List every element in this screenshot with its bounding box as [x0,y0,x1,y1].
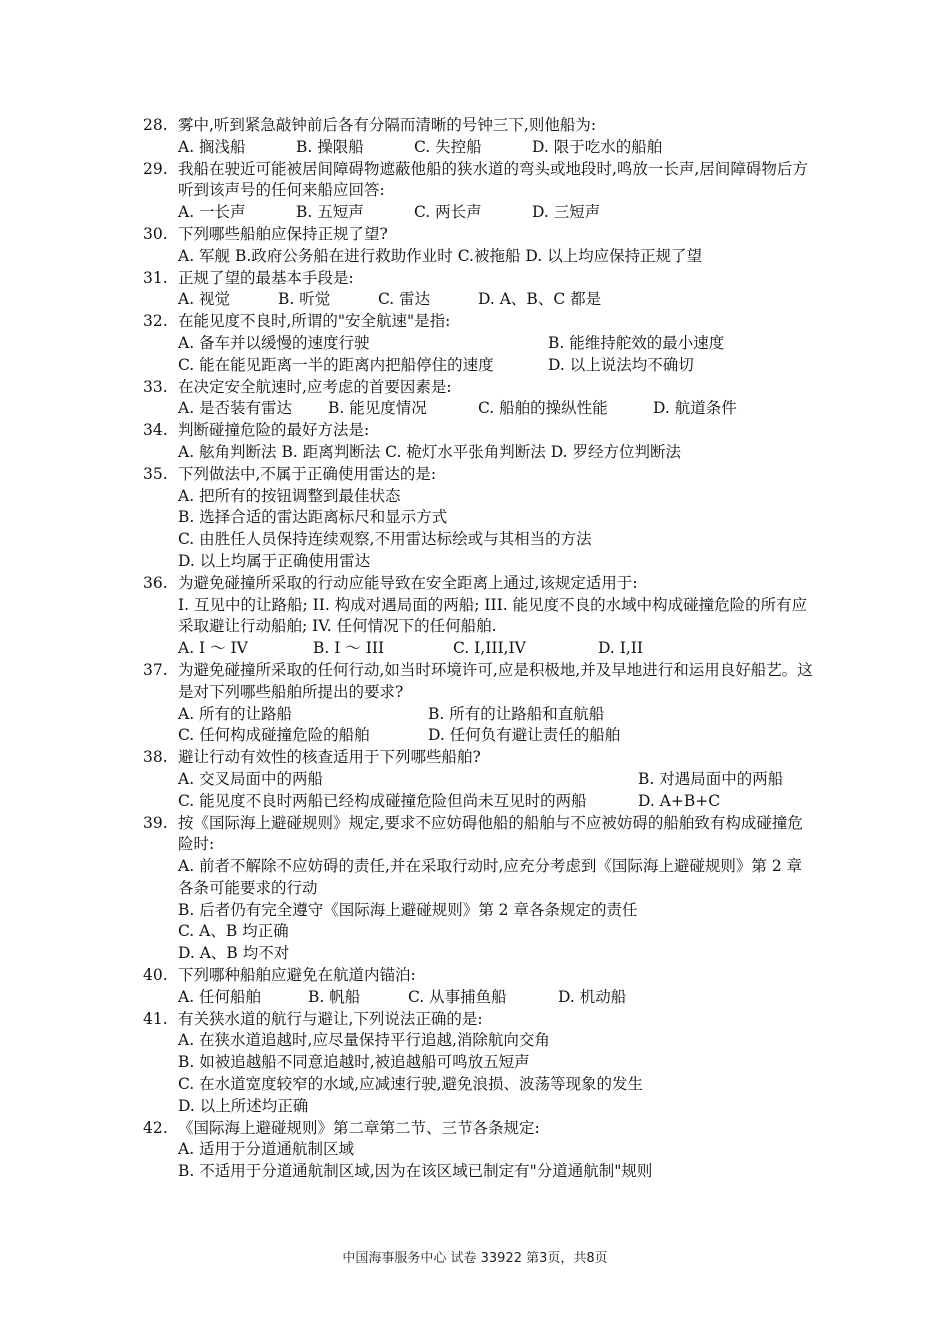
options [143,769,813,813]
option: B. 所有的让路船和直航船 [428,704,605,723]
option-row [178,333,813,355]
question [143,268,813,290]
options [143,704,813,748]
option: D. A、B 均不对 [178,944,290,963]
option: C. 两长声 [414,203,482,222]
question-list [143,115,813,1183]
question-number: 32. [143,312,168,331]
option: C. I,III,IV [453,639,526,658]
question [143,311,813,333]
question-text: 下列做法中,不属于正确使用雷达的是: [178,464,437,483]
question [143,115,813,137]
question-text: 判断碰撞危险的最好方法是: [178,421,370,440]
option: A. I ～ IV [178,639,248,658]
question-text: 在能见度不良时,所谓的"安全航速"是指: [178,312,451,331]
option-row [178,202,813,224]
option-row [178,769,813,791]
option-line: A. 军舰 B.政府公务船在进行救助作业时 C.被拖船 D. 以上均应保持正规了望 [178,246,703,265]
option: A. 适用于分道通航制区域 [178,1140,355,1159]
question [143,464,813,486]
option: B. 五短声 [296,203,364,222]
option: D. 任何负有避让责任的船舶 [428,726,621,745]
option: B. 不适用于分道通航制区域,因为在该区域已制定有"分道通航制"规则 [178,1162,653,1181]
question-text: 下列哪些船舶应保持正规了望? [178,224,388,243]
question-text: 有关狭水道的航行与避让,下列说法正确的是: [178,1009,483,1028]
option: A. 搁浅船 [178,137,246,156]
option-row [178,398,813,420]
option: D. 三短声 [532,203,601,222]
option: C. 在水道宽度较窄的水域,应减速行驶,避免浪损、波荡等现象的发生 [178,1075,644,1094]
question [143,224,813,246]
option-row [178,791,813,813]
option: C. 由胜任人员保持连续观察,不用雷达标绘或与其相当的方法 [178,530,592,549]
option-row [178,725,813,747]
question-number: 33. [143,377,168,396]
option: C. 从事捕鱼船 [408,987,507,1006]
options [143,1139,813,1183]
option: D. A、B、C 都是 [478,290,602,309]
question-text: 正规了望的最基本手段是: [178,268,354,287]
options [143,137,813,159]
option: A. 把所有的按钮调整到最佳状态 [178,486,401,505]
question-text: 雾中,听到紧急敲钟前后各有分隔而清晰的号钟三下,则他船为: [178,116,597,134]
option: C. 能在能见距离一半的距离内把船停住的速度 [178,355,494,374]
options [143,987,813,1009]
option: A. 任何船舶 [178,987,262,1006]
option: B. 能见度情况 [328,399,427,418]
option-row [178,987,813,1009]
question-number: 38. [143,748,168,767]
question [143,747,813,769]
options [143,398,813,420]
question-text: 按《国际海上避碰规则》规定,要求不应妨碍他船的船舶与不应被妨碍的船舶致有构成碰撞危险时: [178,813,803,854]
option: A. 视觉 [178,290,231,309]
question [143,1009,813,1031]
options [143,442,813,464]
question [143,813,813,857]
question-text: 《国际海上避碰规则》第二章第二节、三节各条规定: [178,1118,540,1137]
question-number: 35. [143,464,168,483]
option: A. 交叉局面中的两船 [178,769,324,788]
option: B. 对遇局面中的两船 [638,769,784,788]
option: A. 是否装有雷达 [178,399,293,418]
options [143,1030,813,1117]
question-text: 为避免碰撞所采取的行动应能导致在安全距离上通过,该规定适用于: [178,573,638,592]
question-text: 下列哪种船舶应避免在航道内锚泊: [178,966,416,985]
option: C. 任何构成碰撞危险的船舶 [178,726,370,745]
option-line: I. 互见中的让路船; II. 构成对遇局面的两船; III. 能见度不良的水域中构成碰撞危险的所有应采取避让行动船舶; IV. 任何情况下的任何船舶. [178,595,808,636]
option-row [178,704,813,726]
option: D. 以上所述均正确 [178,1096,309,1115]
option: C. 失控船 [414,137,482,156]
question-number: 34. [143,421,168,440]
options [143,333,813,377]
option: C. 船舶的操纵性能 [478,399,608,418]
option: B. 帆船 [308,987,361,1006]
options [143,595,813,660]
option-line: A. 舷角判断法 B. 距离判断法 C. 桅灯水平张角判断法 D. 罗经方位判断法 [178,442,681,461]
option: A. 在狭水道追越时,应尽量保持平行追越,消除航向交角 [178,1031,550,1050]
question-text: 避让行动有效性的核查适用于下列哪些船舶? [178,748,481,767]
question-number: 40. [143,966,168,985]
option: C. A、B 均正确 [178,922,289,941]
option: A. 所有的让路船 [178,704,293,723]
option: D. A+B+C [638,791,721,810]
option: A. 一长声 [178,203,246,222]
option: B. I ～ III [313,639,385,658]
option: D. 限于吃水的船舶 [532,137,663,156]
option: C. 能见度不良时两船已经构成碰撞危险但尚未互见时的两船 [178,791,587,810]
question-number: 31. [143,268,168,287]
question [143,1118,813,1140]
option: B. 选择合适的雷达距离标尺和显示方式 [178,508,448,527]
question-number: 28. [143,116,168,134]
options [143,202,813,224]
question-number: 37. [143,660,168,679]
options [143,856,813,965]
option: B. 听觉 [278,290,331,309]
question-text: 我船在驶近可能被居间障碍物遮蔽他船的狭水道的弯头或地段时,鸣放一长声,居间障碍物后方听到该声号的任何来船应回答: [178,159,808,200]
question-number: 42. [143,1118,168,1137]
question-number: 39. [143,813,168,832]
option: A. 前者不解除不应妨碍的责任,并在采取行动时,应充分考虑到《国际海上避碰规则》第 2 章各条可能要求的行动 [178,857,803,897]
option-row [178,355,813,377]
option: D. 机动船 [558,987,627,1006]
question [143,965,813,987]
option-row [178,638,813,660]
question [143,660,813,704]
option-row [178,289,813,311]
question-number: 36. [143,573,168,592]
option: B. 如被追越船不同意追越时,被追越船可鸣放五短声 [178,1053,530,1072]
question [143,573,813,595]
option: B. 操限船 [296,137,364,156]
page-footer: 中国海事服务中心 试卷 33922 第3页，共8页 [342,1251,608,1266]
option: C. 雷达 [378,290,431,309]
option: B. 能维持舵效的最小速度 [548,333,725,352]
options [143,246,813,268]
question [143,420,813,442]
question-number: 29. [143,159,168,178]
question-text: 在决定安全航速时,应考虑的首要因素是: [178,377,452,396]
question-number: 41. [143,1009,168,1028]
option: D. 航道条件 [653,399,737,418]
option-row [178,137,813,159]
option: B. 后者仍有完全遵守《国际海上避碰规则》第 2 章各条规定的责任 [178,900,638,919]
question-number: 30. [143,224,168,243]
option: D. I,II [598,639,644,658]
option: D. 以上说法均不确切 [548,355,694,374]
options [143,486,813,573]
option: A. 备车并以缓慢的速度行驶 [178,333,370,352]
options [143,289,813,311]
question-text: 为避免碰撞所采取的任何行动,如当时环境许可,应是积极地,并及早地进行和运用良好船艺。这是对下列哪些船舶所提出的要求? [178,660,813,701]
question [143,159,813,203]
option: D. 以上均属于正确使用雷达 [178,551,371,570]
question [143,377,813,399]
